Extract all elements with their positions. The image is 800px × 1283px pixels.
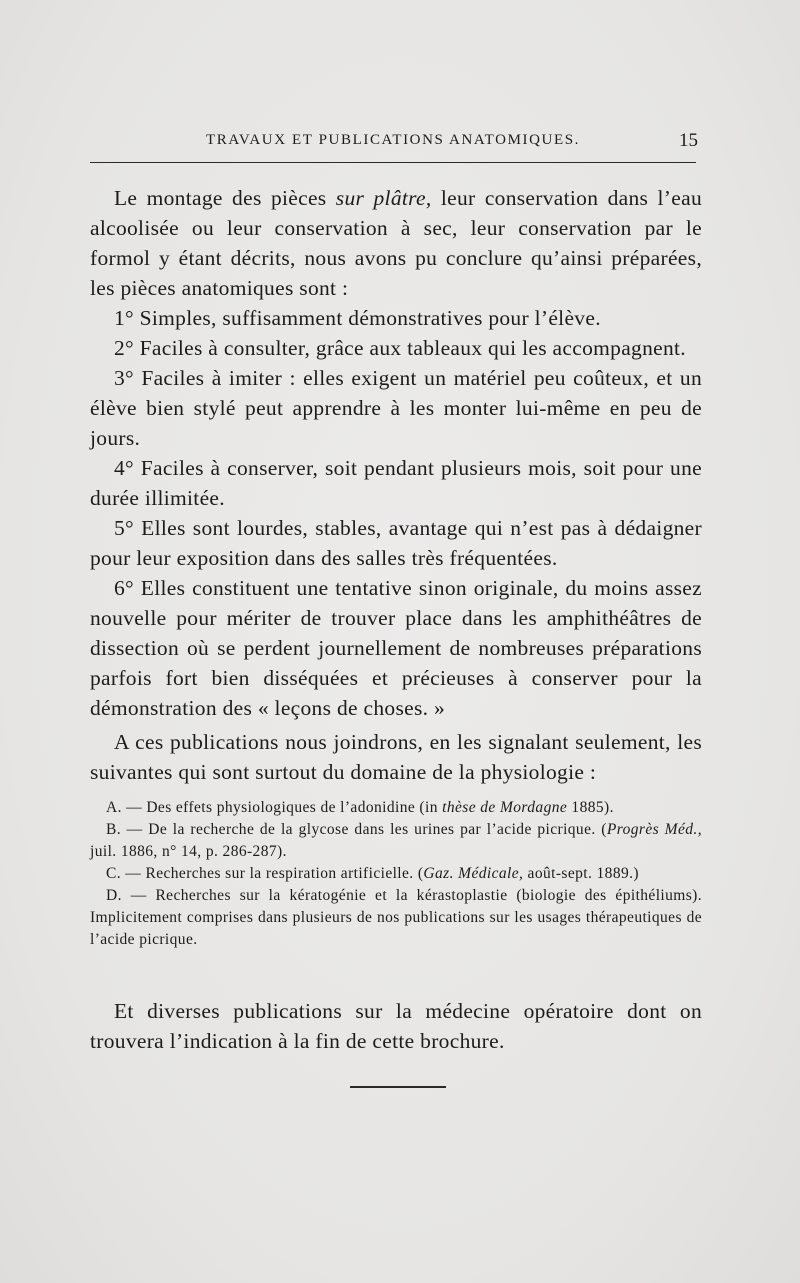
publication-c-date: août-sept. 1889.) [523,865,639,882]
publication-a [90,797,702,819]
publication-b-ref: juil. 1886, n° 14, p. 286-287). [90,843,287,860]
end-rule [350,1086,446,1088]
closing-block [90,996,702,1056]
list-item-5: 5° Elles sont lourdes, stables, avantage qui n’est pas à dédaigner pour leur exposition dans des salles très fréquentées. [90,516,702,570]
list-item-4: 4° Faciles à conserver, soit pendant plusieurs mois, soit pour une durée illimitée. [90,456,702,510]
publication-a-year: 1885). [567,799,614,816]
intro-text-emphasis: sur plâtre, [335,186,432,210]
publication-d: D. — Recherches sur la kératogénie et la kérastoplastie (biologie des épithéliums). Implicitement comprises dans plusieurs de nos publications sur les usages thérapeutiques de l’acide picrique. [90,887,702,948]
list-item-6: 6° Elles constituent une tentative sinon originale, du moins assez nouvelle pour mériter de trouver place dans les amphithéâtres de dissection où se perdent journellement de nombreuses préparations parfois fort bien disséquées et précieuses à conserver pour la démonstration des « leçons de choses. » [90,576,702,720]
publication-b [90,819,702,863]
intro-text-end: leur conservation dans l’eau alcoolisée ou leur conservation à sec, leur conservation par le formol y étant décrits, nous avons pu conclure qu’ainsi préparées, les pièces anatomiques sont : [90,186,703,300]
list-item-2: 2° Faciles à consulter, grâce aux tableaux qui les accompagnent. [114,336,686,360]
intro-paragraph [90,183,702,303]
intro-text-start: Le montage des pièces [114,186,336,210]
header-rule [90,162,696,163]
publications-intro-block [90,727,702,787]
publication-a-source: thèse de Mordagne [442,799,568,816]
publication-c [90,863,702,885]
publication-c-source: Gaz. Médicale, [423,865,524,882]
running-title: TRAVAUX ET PUBLICATIONS ANATOMIQUES. [206,132,581,148]
closing-paragraph: Et diverses publications sur la médecine opératoire dont on trouvera l’indication à la fin de cette brochure. [90,999,702,1053]
main-text-block [90,183,702,723]
page-number: 15 [679,130,698,151]
publication-b-source: Progrès Méd., [606,821,702,838]
publications-list [90,797,702,951]
list-item-3: 3° Faciles à imiter : elles exigent un matériel peu coûteux, et un élève bien stylé peut apprendre à les monter lui-même en peu de jours. [90,366,702,450]
publication-a-text: A. — Des effets physiologiques de l’adonidine (in [106,799,443,816]
publication-b-text: B. — De la recherche de la glycose dans les urines par l’acide picrique. ( [106,821,607,838]
page-header [90,128,702,158]
list-item-1: 1° Simples, suffisamment démonstratives pour l’élève. [114,306,601,330]
publication-c-text: C. — Recherches sur la respiration artificielle. ( [106,865,424,882]
publications-intro-paragraph: A ces publications nous joindrons, en les signalant seulement, les suivantes qui sont surtout du domaine de la physiologie : [90,730,702,784]
